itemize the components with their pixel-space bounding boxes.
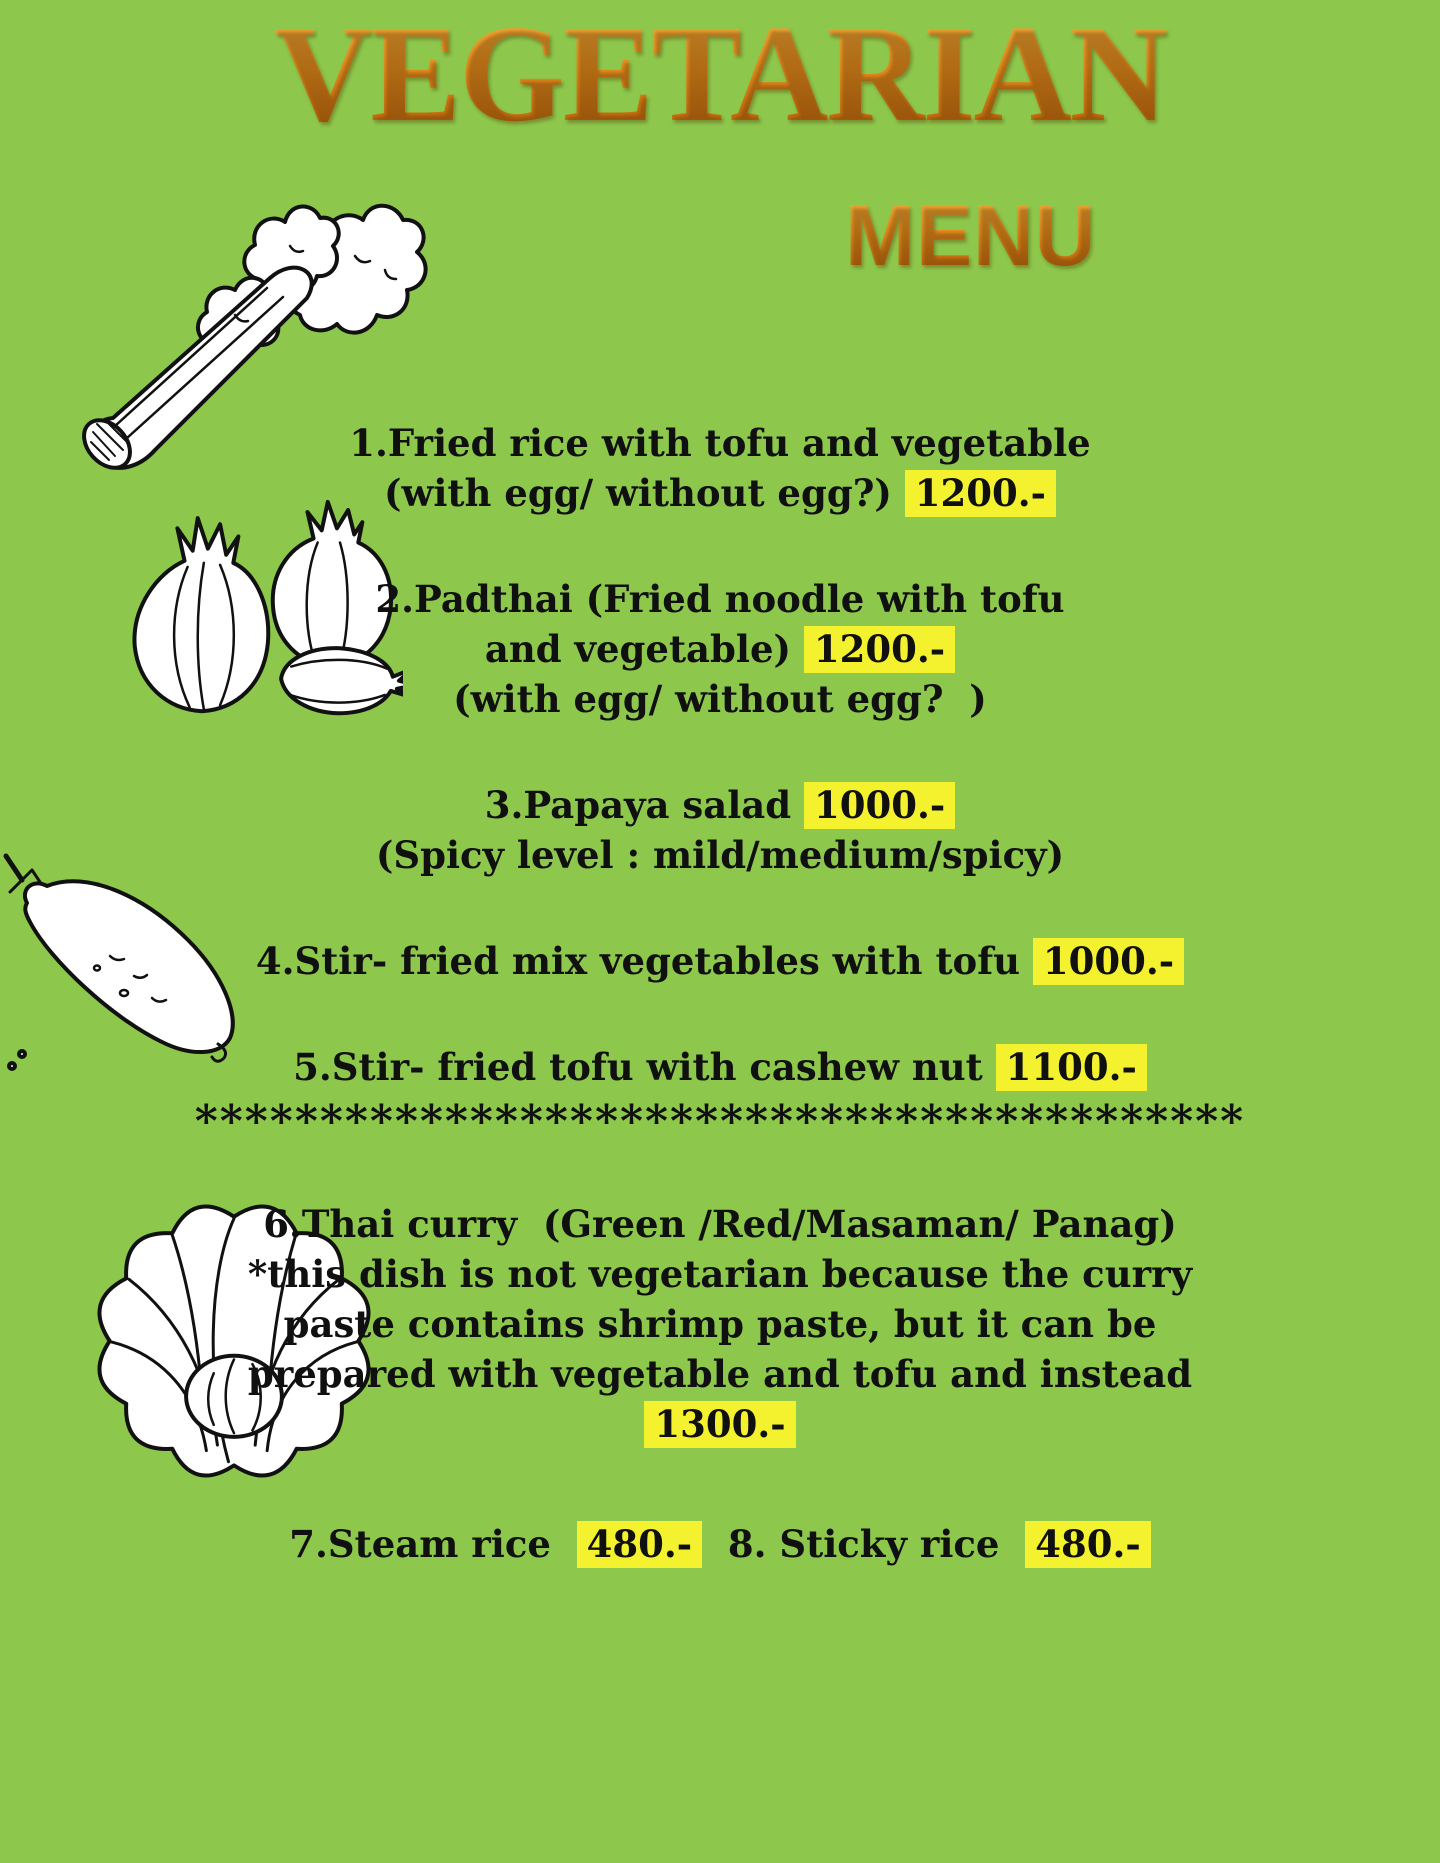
price-highlight: 1000.-	[804, 782, 955, 829]
menu-line	[0, 674, 1440, 724]
menu-line	[0, 574, 1440, 624]
page-title: VEGETARIAN	[0, 5, 1440, 144]
menu-text: prepared with vegetable and tofu and instead	[247, 1352, 1193, 1396]
menu-text: (with egg/ without egg?)	[384, 471, 905, 515]
price-highlight: 1200.-	[804, 626, 955, 673]
page-subtitle: MENU	[845, 186, 1097, 284]
menu-item	[0, 936, 1440, 986]
menu-line	[0, 1042, 1440, 1092]
menu-text: 3.Papaya salad	[484, 783, 804, 827]
menu-text: *this dish is not vegetarian because the curry	[247, 1252, 1193, 1296]
menu-text: (Spicy level : mild/medium/spicy)	[375, 833, 1065, 877]
menu-line	[0, 1092, 1440, 1147]
menu-text: and vegetable)	[484, 627, 804, 671]
menu-line	[0, 1519, 1440, 1569]
menu-items	[0, 418, 1440, 1625]
price-highlight: 1200.-	[905, 470, 1056, 517]
menu-text: paste contains shrimp paste, but it can be	[283, 1302, 1157, 1346]
menu-text: 7.Steam rice	[289, 1522, 577, 1566]
menu-item	[0, 1519, 1440, 1569]
price-highlight: 480.-	[1025, 1521, 1150, 1568]
menu-item	[0, 1199, 1440, 1449]
price-highlight: 480.-	[577, 1521, 702, 1568]
menu-line	[0, 936, 1440, 986]
price-highlight: 1100.-	[996, 1044, 1147, 1091]
divider-asterisks: ******************************************	[194, 1096, 1246, 1147]
menu-text: 6.Thai curry (Green /Red/Masaman/ Panag)	[263, 1202, 1177, 1246]
menu-item	[0, 418, 1440, 518]
menu-text: 4.Stir- fried mix vegetables with tofu	[255, 939, 1033, 983]
menu-line	[0, 1199, 1440, 1249]
menu-line	[0, 624, 1440, 674]
menu-text: 1.Fried rice with tofu and vegetable	[349, 421, 1091, 465]
menu-item	[0, 1042, 1440, 1147]
menu-text: 8. Sticky rice	[702, 1522, 1026, 1566]
menu-line	[0, 1399, 1440, 1449]
menu-text: (with egg/ without egg? )	[453, 677, 987, 721]
menu-text: 2.Padthai (Fried noodle with tofu	[375, 577, 1065, 621]
price-highlight: 1300.-	[644, 1401, 795, 1448]
menu-line	[0, 830, 1440, 880]
menu-line	[0, 1299, 1440, 1349]
menu-line	[0, 1349, 1440, 1399]
menu-line	[0, 780, 1440, 830]
menu-line	[0, 468, 1440, 518]
menu-line	[0, 418, 1440, 468]
menu-text: 5.Stir- fried tofu with cashew nut	[293, 1045, 996, 1089]
menu-item	[0, 780, 1440, 880]
price-highlight: 1000.-	[1033, 938, 1184, 985]
menu-item	[0, 574, 1440, 724]
menu-line	[0, 1249, 1440, 1299]
